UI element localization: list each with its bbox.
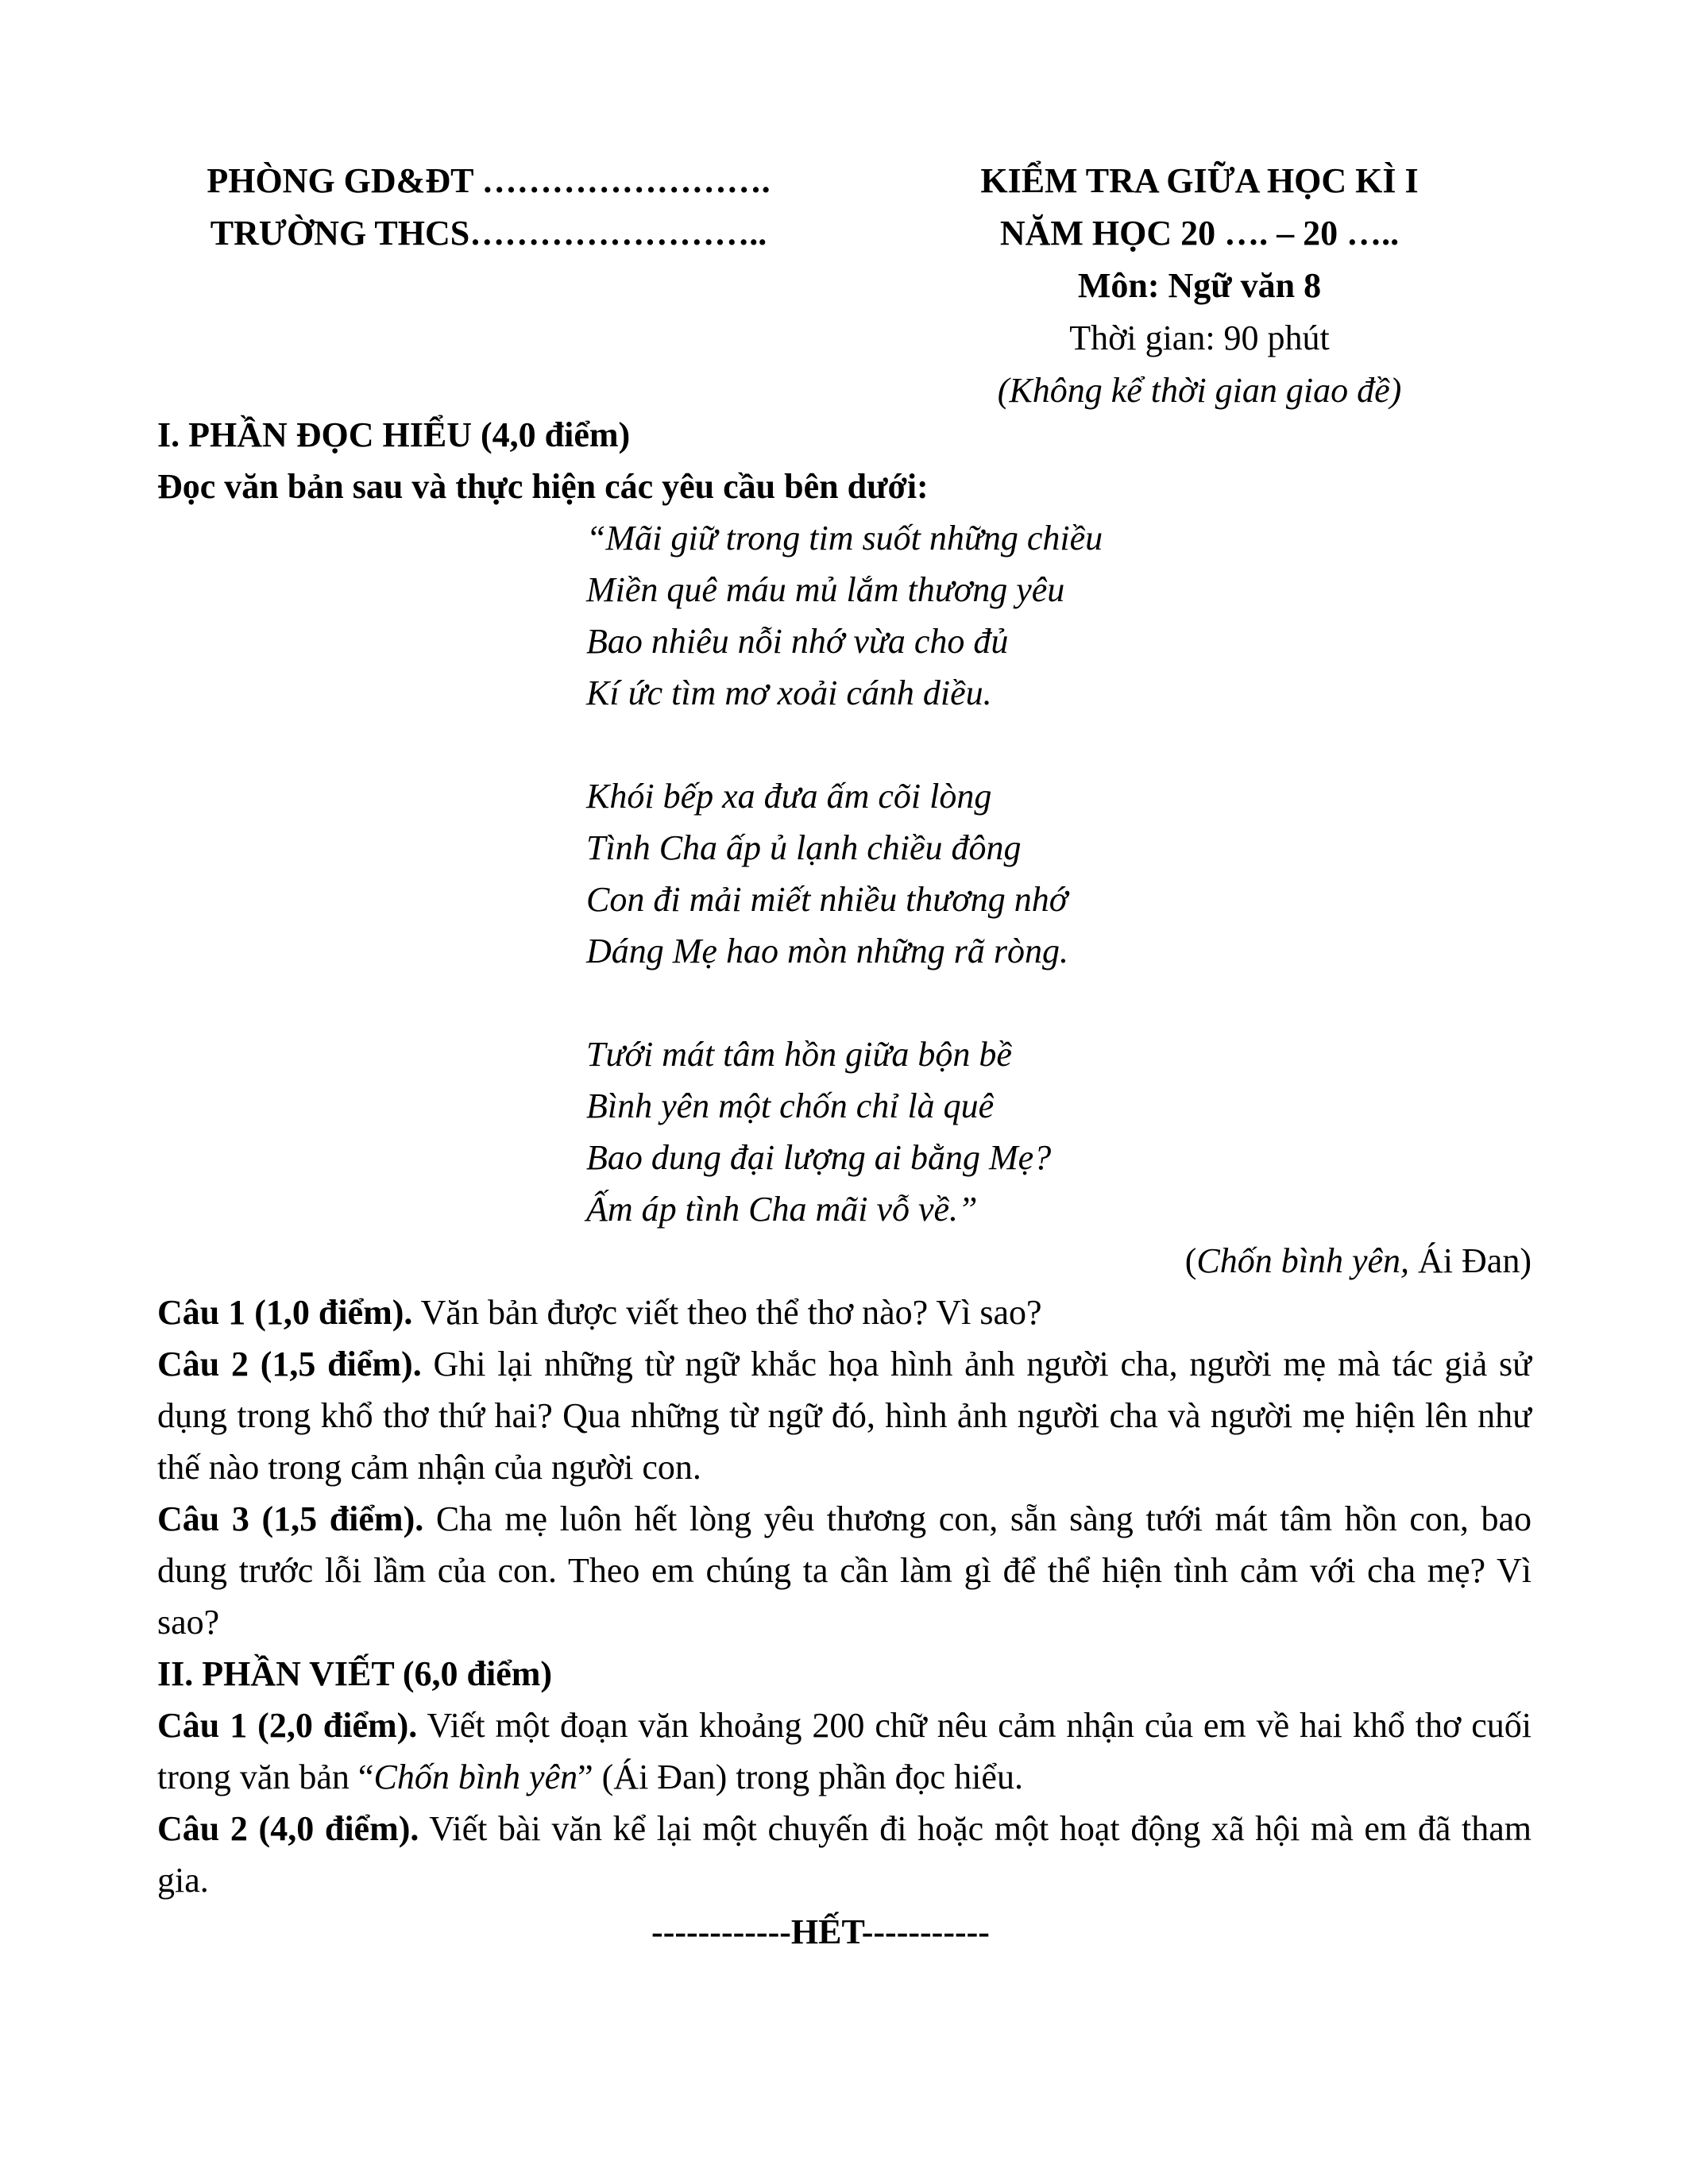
poem-line: Kí ức tìm mơ xoải cánh diều. <box>586 673 992 712</box>
subject-line: Môn: Ngữ văn 8 <box>1077 266 1322 305</box>
question-label: Câu 1 (1,0 điểm). <box>157 1293 413 1332</box>
poem-line: Con đi mải miết nhiều thương nhớ <box>586 880 1068 919</box>
header-left <box>163 155 814 260</box>
section1-title: I. PHẦN ĐỌC HIỂU (4,0 điểm) <box>157 415 631 454</box>
question-text: Văn bản được viết theo thể thơ nào? Vì sao? <box>412 1293 1042 1332</box>
source-paren: ( <box>1184 1241 1197 1280</box>
school-year: NĂM HỌC 20 …. – 20 ….. <box>999 214 1400 253</box>
department-line: PHÒNG GD&ĐT ……………………. <box>207 161 771 200</box>
question-label: Câu 1 (2,0 điểm). <box>157 1706 418 1745</box>
poem-line: Tình Cha ấp ủ lạnh chiều đông <box>586 828 1022 867</box>
poem-source <box>157 1235 1532 1287</box>
question-label: Câu 2 (1,5 điểm). <box>157 1345 422 1383</box>
exam-title: KIỂM TRA GIỮA HỌC KÌ I <box>980 161 1419 200</box>
question-text: ” (Ái Đan) trong phần đọc hiểu. <box>577 1758 1023 1796</box>
section2-title: II. PHẦN VIẾT (6,0 điểm) <box>157 1654 553 1693</box>
exam-content <box>157 409 1532 1958</box>
stanza-gap <box>586 719 1532 770</box>
question-label: Câu 3 (1,5 điểm). <box>157 1499 424 1538</box>
poem-line: Dáng Mẹ hao mòn những rã ròng. <box>586 932 1068 970</box>
poem-line: Bình yên một chốn chỉ là quê <box>586 1086 995 1125</box>
poem-line: Miền quê máu mủ lắm thương yêu <box>586 570 1065 609</box>
source-title: Chốn bình yên, <box>1196 1241 1410 1280</box>
school-line: TRƯỜNG THCS…………………….. <box>210 214 767 253</box>
poem <box>586 512 1532 1235</box>
question-label: Câu 2 (4,0 điểm). <box>157 1809 419 1848</box>
source-author: Ái Đan) <box>1409 1241 1532 1280</box>
question-1-3 <box>157 1493 1532 1648</box>
question-text: Ghi lại những từ ngữ khắc họa hình ảnh người cha, người mẹ mà tác giả sử dụng trong khổ thơ thứ hai? Qua những từ ngữ đó, hình ảnh người cha và người mẹ hiện lên như thế nào trong cảm nhận của người con. <box>157 1345 1532 1487</box>
question-2-1 <box>157 1700 1532 1803</box>
duration-note: (Không kể thời gian giao đề) <box>997 371 1402 410</box>
question-text: Viết bài văn kể lại một chuyến đi hoặc một hoạt động xã hội mà em đã tham gia. <box>157 1809 1532 1900</box>
section1-instruction: Đọc văn bản sau và thực hiện các yêu cầu bên dưới: <box>157 467 929 506</box>
stanza-gap <box>586 977 1532 1028</box>
poem-line: Bao nhiêu nỗi nhớ vừa cho đủ <box>586 622 1009 661</box>
question-text-italic: Chốn bình yên <box>373 1758 578 1796</box>
header-right <box>874 155 1525 417</box>
poem-line: Ấm áp tình Cha mãi vỗ về.” <box>586 1190 978 1229</box>
poem-line: Tưới mát tâm hồn giữa bộn bề <box>586 1035 1012 1074</box>
question-text: Cha mẹ luôn hết lòng yêu thương con, sẵn sàng tưới mát tâm hồn con, bao dung trước lỗi lầm của con. Theo em chúng ta cần làm gì để thể hiện tình cảm với cha mẹ? Vì sao? <box>157 1499 1532 1642</box>
poem-line: “Mãi giữ trong tim suốt những chiều <box>586 519 1103 558</box>
duration-line: Thời gian: 90 phút <box>1069 318 1330 357</box>
question-2-2 <box>157 1803 1532 1906</box>
end-mark: ------------HẾT----------- <box>651 1912 990 1951</box>
question-1-1 <box>157 1287 1532 1338</box>
poem-line: Khói bếp xa đưa ấm cõi lòng <box>586 777 992 816</box>
question-text: Viết một đoạn văn khoảng 200 chữ nêu cảm nhận của em về hai khổ thơ cuối trong văn bản “ <box>157 1706 1532 1796</box>
question-1-2 <box>157 1338 1532 1493</box>
poem-line: Bao dung đại lượng ai bằng Mẹ? <box>586 1138 1052 1177</box>
